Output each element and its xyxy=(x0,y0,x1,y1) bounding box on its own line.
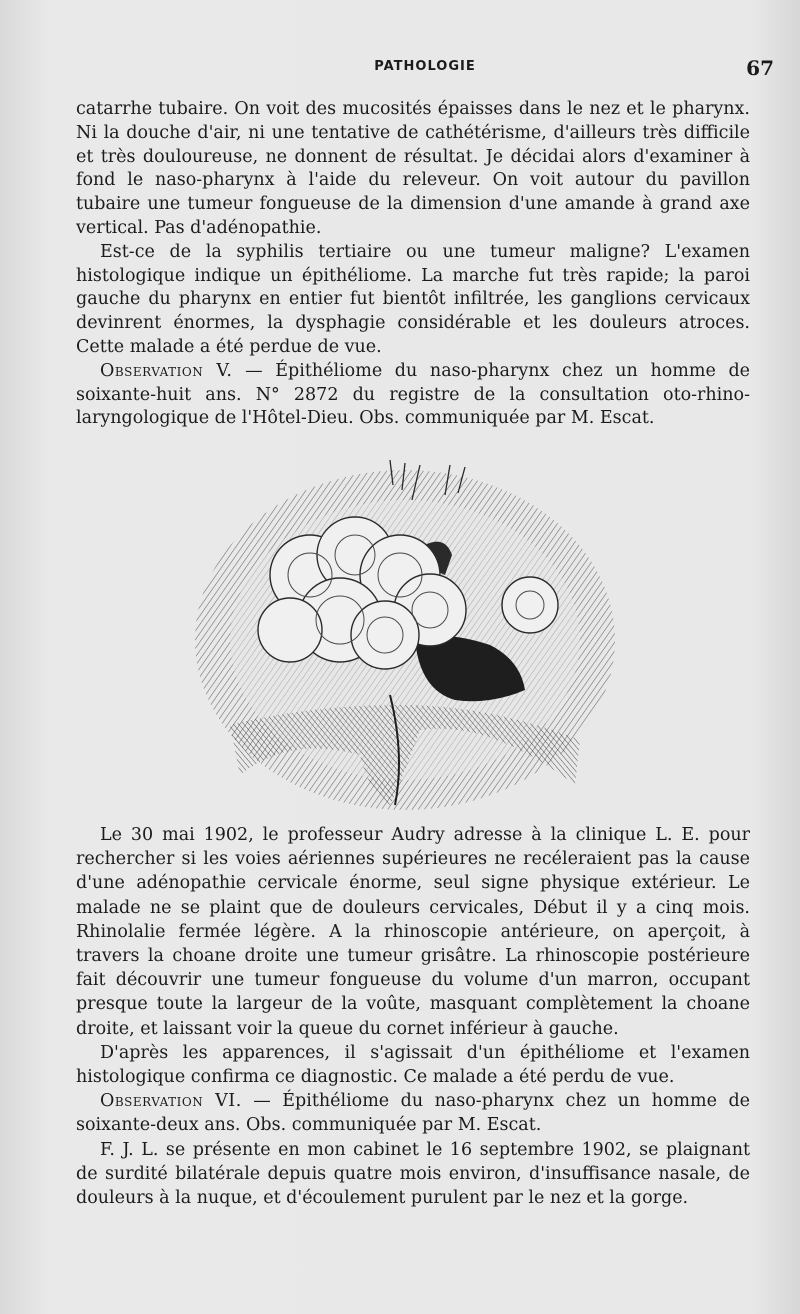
text-block-top xyxy=(76,98,750,431)
observation-heading xyxy=(76,1089,750,1137)
observation-text: — Épithéliome du naso-pharynx chez un homme de soixante-deux ans. Obs. communiquée par M. Escat. xyxy=(76,1091,751,1136)
observation-heading xyxy=(76,360,750,431)
observation-label: Observation V. xyxy=(100,360,233,381)
page-number: 67 xyxy=(746,56,774,80)
observation-text: — Épithéliome du naso-pharynx chez un homme de soixante-huit ans. N° 2872 du registre de la consultation oto-rhino-laryngologique de l'Hôtel-Dieu. Obs. communiquée par M. Escat. xyxy=(76,360,751,429)
rhinoscopy-illustration xyxy=(190,455,630,815)
header-title: PATHOLOGIE xyxy=(374,59,476,74)
paragraph: Le 30 mai 1902, le professeur Audry adresse à la clinique L. E. pour rechercher si les voies aériennes supérieures ne recéleraient pas la cause d'une adénopathie cervicale énorme, seul signe physique extérieur. Le malade ne se plaint que de douleurs cervicales, Début il y a cinq mois. Rhinolalie fermée légère. A la rhinoscopie antérieure, on aperçoit, à travers la choane droite une tumeur grisâtre. La rhinoscopie postérieure fait découvrir une tumeur fongueuse du volume d'un marron, occupant presque toute la largeur de la voûte, masquant complètement la choane droite, et laissant voir la queue du cornet inférieur à gauche. xyxy=(76,825,750,1039)
paragraph: D'après les apparences, il s'agissait d'un épithéliome et l'examen histologique confirma ce diagnostic. Ce malade a été perdu de vue. xyxy=(76,1042,750,1088)
tumor-engraving xyxy=(190,455,630,815)
paragraph: F. J. L. se présente en mon cabinet le 16 septembre 1902, se plaignant de surdité bilatérale depuis quatre mois environ, d'insuffisance nasale, de douleurs à la nuque, et d'écoulement purulent par le nez et la gorge. xyxy=(76,1139,750,1209)
running-header xyxy=(76,56,774,80)
text-block-bottom xyxy=(76,823,750,1210)
paragraph: Est-ce de la syphilis tertiaire ou une tumeur maligne? L'examen histologique indique un épithéliome. La marche fut très rapide; la paroi gauche du pharynx en entier fut bientôt infiltrée, les ganglions cervicaux devinrent énormes, la dysphagie considérable et les douleurs atroces. Cette malade a été perdue de vue. xyxy=(76,241,750,357)
paragraph: catarrhe tubaire. On voit des mucosités épaisses dans le nez et le pharynx. Ni la douche d'air, ni une tentative de cathétérisme, d'ailleurs très difficile et très douloureuse, ne donnent de résultat. Je décidai alors d'examiner à fond le naso-pharynx à l'aide du releveur. On voit autour du pavillon tubaire une tumeur fongueuse de la dimension d'une amande à grand axe vertical. Pas d'adénopathie. xyxy=(76,99,750,238)
observation-label: Observation VI. xyxy=(100,1091,242,1112)
